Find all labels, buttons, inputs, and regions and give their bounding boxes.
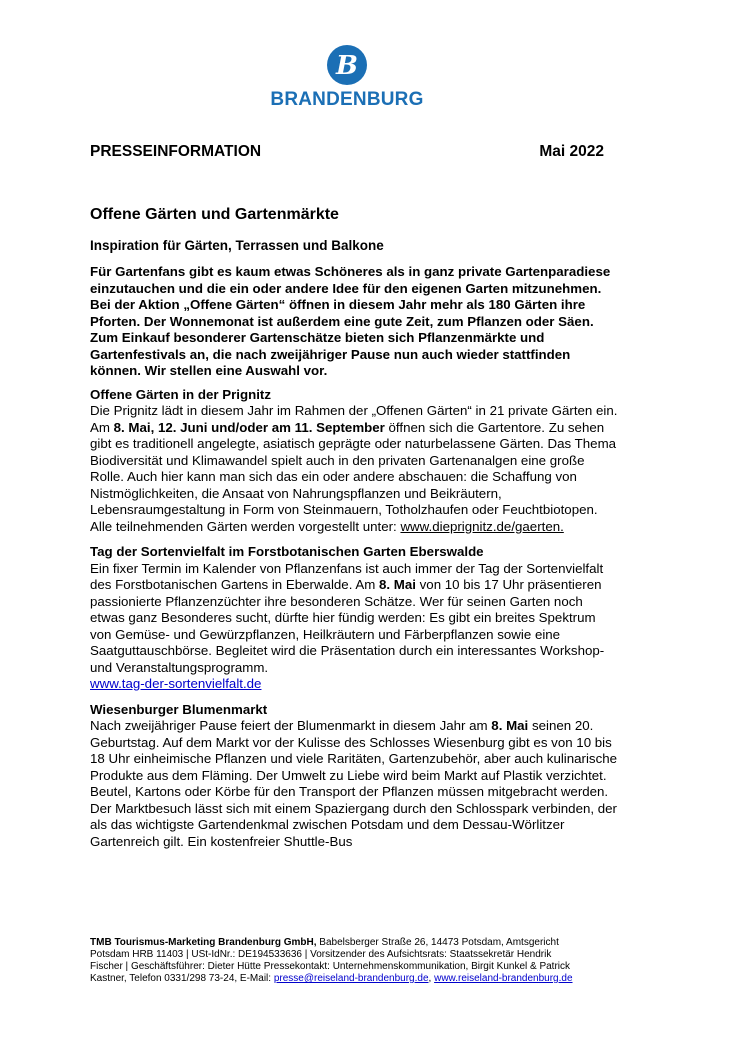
document-date: Mai 2022 [539, 143, 604, 160]
footer-text: Babelsberger Straße 26, 14473 Potsdam, Amtsgericht Potsdam HRB 11403 | USt-IdNr.: DE194533636 | Vorsitzender des Aufsichtsrats: Staatssekretär Hendrik Fischer | Geschäftsführer: Dieter Hütte Pressekontakt: Unternehmenskommunikation, Birgit Kunkel & Patrick Kastner, Telefon 0331/298 73-24, E-Mail: [90, 937, 571, 984]
sortenvielfalt-link[interactable]: www.tag-der-sortenvielfalt.de [90, 676, 262, 691]
document-type: PRESSEINFORMATION [90, 143, 262, 160]
page-title: Offene Gärten und Gartenmärkte [90, 206, 339, 223]
website-link[interactable]: www.reiseland-brandenburg.de [434, 973, 573, 984]
footer-company: TMB Tourismus-Marketing Brandenburg GmbH, [90, 937, 317, 948]
text: Die Prignitz lädt in diesem Jahr im Rahmen der „Offenen Gärten“ in 21 private Gärten ein. Am [90, 403, 618, 435]
section-text-prignitz [90, 403, 620, 535]
text: seinen 20. Geburtstag. Auf dem Markt vor der Kulisse des Schlosses Wiesenburg gibt es von 10 bis 18 Uhr einheimische Pflanzen und viele Raritäten, Gartenzubehör, aber auch kulinarische Produkte aus dem Fläming. Der Umwelt zu Liebe wird beim Markt auf Plastik verzichtet. Beutel, Kartons oder Körbe für den Transport der Pflanzen müssen mitgebracht werden. Der Marktbesuch lässt sich mit einem Spaziergang durch den Schlosspark verbinden, der als das wichtigste Gartendenkmal zwischen Potsdam und dem Dessau-Wörlitzer Gartenreich gilt. Ein kostenfreier Shuttle-Bus [90, 718, 618, 849]
lead-paragraph: Für Gartenfans gibt es kaum etwas Schöneres als in ganz private Gartenparadiese einzutauchen und die ein oder andere Idee für den eigenen Garten mitzunehmen. Bei der Aktion „Offene Gärten“ öffnen in diesem Jahr mehr als 180 Gärten ihre Pforten. Der Wonnemonat ist außerdem eine gute Zeit, zum Pflanzen oder Säen. Zum Einkauf besonderer Gartenschätze bieten sich Pflanzenmärkte und Gartenfestivals an, die nach zweijähriger Pause nun auch wieder stattfinden können. Wir stellen eine Auswahl vor. [90, 264, 611, 378]
text: Ein fixer Termin im Kalender von Pflanzenfans ist auch immer der Tag der Sortenvielfalt des Forstbotanischen Gartens in Eberwalde. Am [90, 560, 604, 592]
section-heading-wiesenburg: Wiesenburger Blumenmarkt [90, 701, 268, 717]
article-body [90, 264, 620, 859]
section-heading-prignitz: Offene Gärten in der Prignitz [90, 386, 272, 402]
date-highlight: 8. Mai [491, 718, 529, 733]
press-email-link[interactable]: presse@reiseland-brandenburg.de [273, 973, 429, 984]
page-footer [90, 937, 580, 985]
separator: , [428, 973, 435, 984]
text: von 10 bis 17 Uhr präsentieren passionierte Pflanzenzüchter ihre besonderen Schätze. Wer für seinen Garten noch etwas ganz Besonderes sucht, dürfte hier fündig werden: Es gibt ein breites Spektrum von Gemüse- und Gewürzpflanzen, Heilkräutern und Färberpflanzen sowie eine Saatguttauschbörse. Begleitet wird die Präsentation durch ein interessantes Workshop- und Veranstaltungsprogramm. [90, 577, 605, 675]
section-text-eberswalde [90, 561, 620, 693]
dates-highlight: 8. Mai, 12. Juni und/oder am 11. September [113, 419, 385, 435]
prignitz-link[interactable]: www.dieprignitz.de/gaerten. [400, 518, 564, 534]
brandenburg-logo [266, 44, 428, 114]
text: öffnen sich die Gartentore. Zu sehen gibt es traditionell angelegte, asiatisch geprägte oder naturbelassene Gärten. Das Thema Biodiversität und Klimawandel spielt auch in den privaten Gartenanalgen eine große Rolle. Auch hier kann man sich das ein oder andere abschauen: die Schaffung von Nistmöglichkeiten, die Ansaat von Nahrungspflanzen und Beikräutern, Lebensraumgestaltung in Form von Steinmauern, Totholzhaufen oder Feuchtbiotopen. Alle teilnehmenden Gärten werden vorgestellt unter: [90, 419, 617, 534]
logo-letter: B [336, 51, 358, 81]
section-heading-eberswalde: Tag der Sortenvielfalt im Forstbotanischen Garten Eberswalde [90, 544, 484, 559]
page-subtitle: Inspiration für Gärten, Terrassen und Balkone [90, 238, 384, 253]
text: Nach zweijähriger Pause feiert der Blumenmarkt in diesem Jahr am [90, 718, 492, 733]
logo-wordmark: BRANDENBURG [270, 89, 424, 110]
date-highlight: 8. Mai [379, 577, 416, 592]
section-text-wiesenburg [90, 718, 620, 850]
brandenburg-emblem-icon [326, 44, 368, 86]
